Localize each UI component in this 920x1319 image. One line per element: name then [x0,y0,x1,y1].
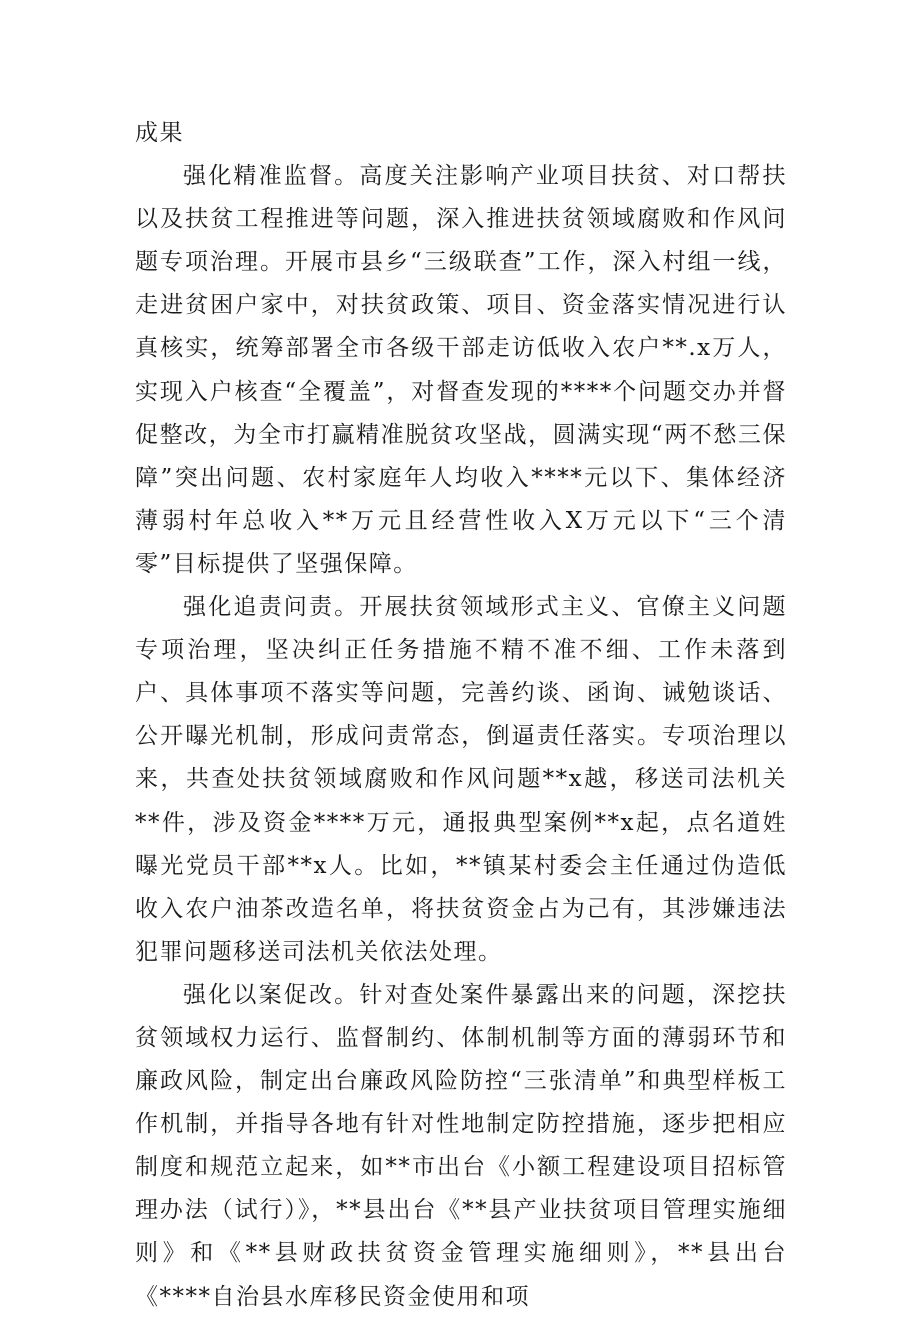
paragraph-precise-supervision: 强化精准监督。高度关注影响产业项目扶贫、对口帮扶以及扶贫工程推进等问题，深入推进扶贫领域腐败和作风问题专项治理。开展市县乡“三级联查”工作，深入村组一线，走进贫困户家中，对扶贫政策、项目、资金落实情况进行认真核实，统筹部署全市各级干部走访低收入农户**.x万人，实现入户核查“全覆盖”，对督查发现的****个问题交办并督促整改，为全市打赢精准脱贫攻坚战，圆满实现“两不愁三保障”突出问题、农村家庭年人均收入****元以下、集体经济薄弱村年总收入**万元且经营性收入X万元以下“三个清零”目标提供了坚强保障。 [135,163,787,577]
body-text [135,112,787,1319]
paragraph-case-reform: 强化以案促改。针对查处案件暴露出来的问题，深挖扶贫领域权力运行、监督制约、体制机制等方面的薄弱环节和廉政风险，制定出台廉政风险防控“三张清单”和典型样板工作机制，并指导各地有针对性地制定防控措施，逐步把相应制度和规范立起来，如**市出台《小额工程建设项目招标管理办法（试行）》，**县出台《**县产业扶贫项目管理实施细则》和《**县财政扶贫资金管理实施细则》，**县出台《****自治县水库移民资金使用和项 [135,981,787,1310]
paragraph-accountability: 强化追责问责。开展扶贫领域形式主义、官僚主义问题专项治理，坚决纠正任务措施不精不准不细、工作未落到户、具体事项不落实等问题，完善约谈、函询、诫勉谈话、公开曝光机制，形成问责常态，倒逼责任落实。专项治理以来，共查处扶贫领域腐败和作风问题**x越，移送司法机关**件，涉及资金****万元，通报典型案例**x起，点名道姓曝光党员干部**x人。比如，**镇某村委会主任通过伪造低收入农户油茶改造名单，将扶贫资金占为己有，其涉嫌违法犯罪问题移送司法机关依法处理。 [135,594,787,965]
paragraph-continuation: 成果 [135,120,184,146]
